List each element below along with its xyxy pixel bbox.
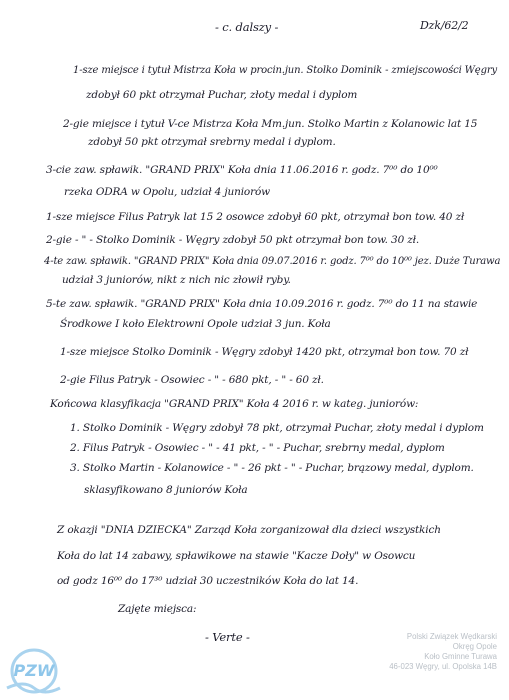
- stamp-line-1: Polski Związek Wędkarski: [406, 632, 497, 641]
- page-end-marker: - Verte -: [205, 630, 250, 644]
- text-line-12: Środkowe I koło Elektrowni Opole udział 3 jun. Koła: [60, 318, 331, 330]
- page-heading: - c. dalszy -: [215, 20, 279, 34]
- stamp-line-3: Koło Gminne Turawa: [424, 652, 497, 661]
- text-line-15: Końcowa klasyfikacja "GRAND PRIX" Koła 4 2016 r. w kateg. juniorów:: [50, 398, 419, 410]
- text-line-8: 2-gie - " - Stolko Dominik - Węgry zdobył 50 pkt otrzymał bon tow. 30 zł.: [46, 234, 420, 246]
- text-line-2: zdobył 60 pkt otrzymał Puchar, złoty medal i dyplom: [86, 89, 358, 101]
- stamp-block: [297, 632, 497, 672]
- document-reference: Dzk/62/2: [420, 19, 469, 32]
- text-line-11: 5-te zaw. spławik. "GRAND PRIX" Koła dnia 10.09.2016 r. godz. 7⁰⁰ do 11 na stawie: [46, 298, 478, 310]
- text-line-5: 3-cie zaw. spławik. "GRAND PRIX" Koła dnia 11.06.2016 r. godz. 7⁰⁰ do 10⁰⁰: [46, 164, 438, 176]
- text-line-18: 3. Stolko Martin - Kolanowice - " - 26 pkt - " - Puchar, brązowy medal, dyplom.: [70, 462, 474, 474]
- text-line-20: Z okazji "DNIA DZIECKA" Zarząd Koła zorganizował dla dzieci wszystkich: [57, 524, 441, 536]
- text-line-13: 1-sze miejsce Stolko Dominik - Węgry zdobył 1420 pkt, otrzymał bon tow. 70 zł: [60, 346, 469, 358]
- svg-text:PZW: PZW: [13, 661, 55, 680]
- text-line-22: od godz 16⁰⁰ do 17³⁰ udział 30 uczestników Koła do lat 14.: [57, 575, 359, 587]
- text-line-7: 1-sze miejsce Filus Patryk lat 15 2 osowce zdobył 60 pkt, otrzymał bon tow. 40 zł: [46, 211, 465, 223]
- text-line-4: zdobył 50 pkt otrzymał srebrny medal i dyplom.: [88, 136, 336, 148]
- text-line-9: 4-te zaw. spławik. "GRAND PRIX" Koła dnia 09.07.2016 r. godz. 7⁰⁰ do 10⁰⁰ jez. Duże Turawa: [44, 256, 501, 267]
- text-line-10: udział 3 juniorów, nikt z nich nic złowił ryby.: [62, 274, 291, 286]
- stamp-line-4: 46-023 Węgry, ul. Opolska 14B: [389, 662, 497, 671]
- text-line-17: 2. Filus Patryk - Osowiec - " - 41 pkt, - " - Puchar, srebrny medal, dyplom: [70, 442, 445, 454]
- text-line-19: sklasyfikowano 8 juniorów Koła: [84, 484, 248, 496]
- text-line-6: rzeka ODRA w Opolu, udział 4 juniorów: [64, 186, 270, 198]
- stamp-line-2: Okręg Opole: [452, 642, 497, 651]
- text-line-21: Koła do lat 14 zabawy, spławikowe na stawie "Kacze Doły" w Osowcu: [57, 550, 416, 562]
- text-line-16: 1. Stolko Dominik - Węgry zdobył 78 pkt, otrzymał Puchar, złoty medal i dyplom: [70, 422, 484, 434]
- text-line-1: 1-sze miejsce i tytuł Mistrza Koła w procin.jun. Stolko Dominik - zmiejscowości Węgry: [73, 65, 497, 76]
- text-line-14: 2-gie Filus Patryk - Osowiec - " - 680 pkt, - " - 60 zł.: [60, 374, 324, 386]
- text-line-23: Zajęte miejsca:: [118, 603, 197, 615]
- text-line-3: 2-gie miejsce i tytuł V-ce Mistrza Koła Mm.jun. Stolko Martin z Kolanowic lat 15: [63, 118, 478, 130]
- association-logo: [4, 644, 62, 696]
